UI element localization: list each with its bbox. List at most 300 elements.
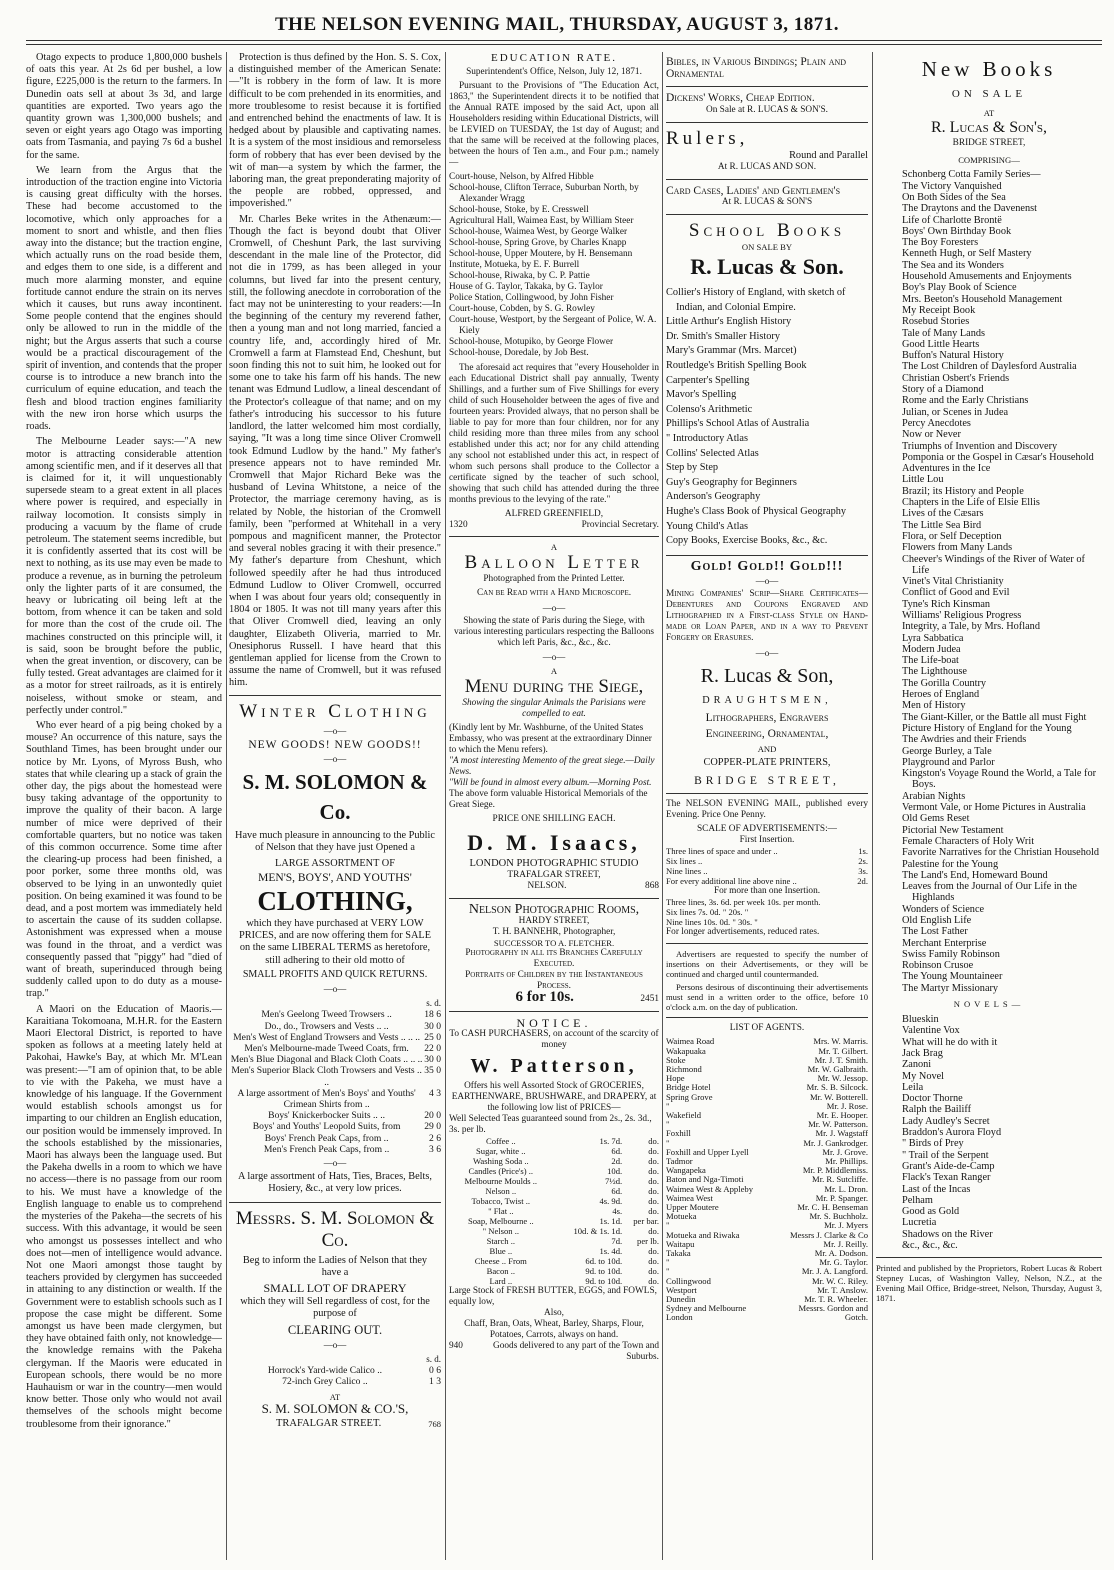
quote-daily-news: "A most interesting Memento of the great siege.—Daily News. bbox=[449, 755, 655, 777]
ad-solomon-drapery bbox=[229, 1208, 441, 1431]
book-title: Percy Anecdotes bbox=[902, 417, 971, 429]
item-value: 29 0 bbox=[424, 1121, 441, 1133]
price-row bbox=[229, 1133, 441, 1144]
ad-border bbox=[666, 122, 868, 123]
item-value: do. bbox=[648, 1156, 659, 1167]
ornament: —o— bbox=[323, 725, 347, 736]
book-title: Favorite Narratives for the Christian Household bbox=[902, 847, 1100, 859]
item-value: 1 3 bbox=[429, 1376, 441, 1388]
price-row bbox=[449, 1186, 659, 1196]
item-label: Lard .. bbox=[489, 1276, 513, 1287]
ad-bibles bbox=[666, 56, 868, 80]
item-value: Messrs. Gordon and bbox=[798, 1303, 868, 1314]
book-item: Carpenter's Spelling bbox=[666, 374, 750, 386]
book-title: Arabian Nights bbox=[902, 790, 966, 802]
collection-place: House of G. Taylor, Takaka, by G. Taylor bbox=[449, 282, 603, 293]
ornament: —o— bbox=[542, 652, 566, 663]
delivered-footer bbox=[449, 1341, 659, 1363]
item-value: Mr. P. Middlemiss. bbox=[802, 1165, 868, 1176]
book-title: The Lighthouse bbox=[902, 666, 967, 678]
item-label: Coffee .. bbox=[485, 1136, 516, 1147]
book-item: Step by Step bbox=[666, 462, 719, 474]
price-row bbox=[449, 1156, 659, 1166]
column-2 bbox=[229, 52, 441, 1560]
notice-heading: NOTICE. bbox=[516, 1016, 592, 1031]
price-row bbox=[229, 1121, 441, 1132]
studio-name: LONDON PHOTOGRAPHIC STUDIO bbox=[469, 857, 639, 869]
agents-heading: LIST OF AGENTS. bbox=[729, 1023, 805, 1034]
lucas-heading: R. Lucas & Son. bbox=[690, 254, 844, 280]
collection-place: Court-house, Nelson, by Alfred Hibble bbox=[449, 172, 594, 183]
item-value: 18 6 bbox=[424, 1009, 441, 1021]
item-label: " bbox=[666, 1100, 670, 1111]
item-label: Hope bbox=[666, 1073, 685, 1084]
item-value: do. bbox=[648, 1246, 659, 1257]
item-label: " Flat .. bbox=[488, 1206, 514, 1217]
hats-text: A large assortment of Hats, Ties, Braces, Belts, Hosiery, &c., at very low prices. bbox=[237, 1171, 432, 1195]
item-label: Starch .. bbox=[486, 1236, 516, 1247]
item-label: Soap, Melbourne .. bbox=[467, 1216, 534, 1227]
scale-heading: SCALE OF ADVERTISEMENTS:— bbox=[697, 824, 837, 835]
item-label: Richmond bbox=[666, 1063, 702, 1074]
purchased-text: which they have purchased at VERY LOW PRICES, and are now offering them for SALE on the same LIBERAL TERMS as heretofore, still adhering to their old motto of bbox=[239, 917, 431, 966]
book-title: Tyne's Rich Kinsman bbox=[902, 598, 991, 610]
item-value: 9d. to 10d. bbox=[585, 1266, 623, 1277]
teas-line: Well Selected Teas guaranteed sound from 2s., 2s. 3d., 3s. per lb. bbox=[449, 1114, 652, 1136]
novel-title: Blueskin bbox=[902, 1014, 939, 1026]
item-label: Men's Geelong Tweed Trowsers .. bbox=[261, 1009, 392, 1021]
item-label: " bbox=[666, 1266, 670, 1277]
messrs-heading: Messrs. S. M. Solomon & Co. bbox=[235, 1207, 435, 1251]
book-item: Colenso's Arithmetic bbox=[666, 403, 753, 415]
persons-text: Persons desirous of discontinuing their advertisements must send in a written order to the office, before 10 o'clock a.m. on the day of publication. bbox=[666, 982, 868, 1013]
item-label: Three lines of space and under .. bbox=[666, 846, 778, 857]
book-item: Hughe's Class Book of Physical Geography bbox=[666, 505, 847, 517]
column-divider bbox=[445, 52, 446, 1560]
book-title: The Little Sea Bird bbox=[902, 519, 982, 531]
above-text: The above form valuable Historical Memorials of the Great Siege. bbox=[449, 788, 648, 810]
masthead-rule bbox=[26, 40, 1102, 41]
lucas-son-heading: R. Lucas & Son, bbox=[700, 665, 834, 688]
a-label: A bbox=[550, 665, 558, 676]
isaacs-heading: D. M. Isaacs, bbox=[467, 829, 641, 855]
small-lot: SMALL LOT OF DRAPERY bbox=[263, 1281, 407, 1296]
offers-text: Offers his well Assorted Stock of GROCERIES, EARTHENWARE, BRUSHWARE, and DRAPERY, at the following low list of PRICES— bbox=[451, 1081, 657, 1114]
dickens-sale: On Sale at R. LUCAS & SON'S. bbox=[705, 104, 829, 115]
beg-text: Beg to inform the Ladies of Nelson that they have a bbox=[242, 1254, 428, 1278]
novel-title: " Birds of Prey bbox=[902, 1138, 964, 1150]
item-value: Mr. W. Galbraith. bbox=[807, 1063, 868, 1074]
agent-row bbox=[666, 1304, 868, 1313]
rate-line: Six lines 7s. 0d. " 20s. " bbox=[666, 907, 749, 918]
item-label: Motueka bbox=[666, 1211, 697, 1222]
item-value: Mr. J. Reilly. bbox=[823, 1238, 868, 1249]
price-column-head: s. d. bbox=[426, 998, 441, 1009]
ad-winter-clothing bbox=[229, 701, 441, 1196]
calico-column-head: s. d. bbox=[426, 1354, 441, 1365]
ornament: —o— bbox=[323, 1339, 347, 1350]
clothing-heading: CLOTHING, bbox=[257, 885, 413, 916]
ad-border bbox=[449, 1011, 659, 1012]
article-protection: Protection is thus defined by the Hon. S. S. Cox, a distinguished member of the American Senate:—"It is robbery in the form of law. It is more difficult to be com prehended in its enormities, and more troublesome to resist because it is fortified and entrenched behind the enactments of law. It is hedged about by plausible and captivating names. It is a system of the most insidious and remorseless form of robbery that has ever been devised by the wit of man—a system by which the farmer, the laboring man, the great preponderating majority of the people are robbed, oppressed, and impoverished." bbox=[229, 52, 441, 210]
book-title: Little Lou bbox=[902, 474, 944, 486]
ornament: —o— bbox=[323, 984, 347, 994]
book-title: Christian Osbert's Friends bbox=[902, 372, 1010, 384]
item-value: per bar. bbox=[633, 1216, 659, 1227]
book-title: Household Amusements and Enjoyments bbox=[902, 271, 1072, 283]
book-title: Rosebud Stories bbox=[902, 316, 970, 328]
solomon-store: S. M. SOLOMON & CO.'S, bbox=[261, 1400, 409, 1416]
column-5 bbox=[876, 52, 1102, 1560]
book-title: Lyra Sabbatica bbox=[902, 632, 964, 644]
rate-row bbox=[666, 846, 868, 856]
microscope: Can be Read with a Hand Microscope. bbox=[476, 588, 632, 599]
book-title: Life of Charlotte Brontë bbox=[902, 214, 1002, 226]
education-body: Pursuant to the Provisions of "The Education Act, 1863," the Superintendent directs it to be notified that the Annual RATE imposed by the said Act, upon all Householders residing within Educational Districts, will be LEVIED on TUESDAY, the 1st day of August; and that the same will be received at the following places, between the hours of Ten a.m., and Four p.m.; namely— bbox=[449, 81, 659, 169]
item-label: Boys' French Peak Caps, from .. bbox=[264, 1132, 389, 1144]
school-book-list bbox=[666, 286, 868, 549]
successor: SUCCESSOR TO A. FLETCHER. bbox=[493, 938, 615, 949]
item-value: Mr. J. A. Langford. bbox=[801, 1266, 868, 1277]
rate-line: Nine lines 10s. 0d. " 30s. " bbox=[666, 917, 758, 928]
bibles-text: Bibles, in Various Bindings; Plain and Ornamental bbox=[666, 56, 847, 81]
price-row bbox=[449, 1166, 659, 1176]
collection-place: School-house, Upper Moutere, by H. Bensemann bbox=[449, 249, 633, 260]
book-title: Old English Life bbox=[902, 915, 972, 926]
rate-table bbox=[666, 846, 868, 886]
price-row bbox=[229, 1088, 441, 1110]
novel-title: Doctor Thorne bbox=[902, 1093, 963, 1105]
price-row bbox=[449, 1216, 659, 1226]
article-otago-oats: Otago expects to produce 1,800,000 bushels of oats this year. At 2s 6d per bushel, a low figure, £225,000 is the return to the farmers. In Dunedin oats sell at about 3s 3d, and large quantities are exported. Two years ago the quantity grown was 1,300,000 bushels; and seven or eight years ago Otago was importing oats from Tasmania, and paying 7s 6d a bushel for the same. bbox=[26, 52, 222, 161]
item-label: Men's Melbourne-made Tweed Coats, frm. bbox=[244, 1043, 409, 1055]
item-label: Waitapu bbox=[666, 1238, 695, 1249]
book-title: Wonders of Science bbox=[902, 903, 985, 915]
divider bbox=[666, 943, 868, 944]
price-row bbox=[449, 1196, 659, 1206]
book-title: Pomponia or the Gospel in Cæsar's Household bbox=[902, 451, 1094, 463]
ornament: —o— bbox=[755, 648, 779, 659]
book-title-list bbox=[876, 169, 1102, 994]
ad-photographic-rooms bbox=[449, 901, 659, 1006]
novels-heading: NOVELS— bbox=[953, 999, 1025, 1010]
novel-title: Leila bbox=[902, 1081, 924, 1093]
butter-line: Large Stock of FRESH BUTTER, EGGS, and FOWLS, equally low, bbox=[449, 1286, 657, 1308]
chaff-line: Chaff, Bran, Oats, Wheat, Barley, Sharps, Flour, Potatoes, Carrots, always on hand. bbox=[464, 1319, 644, 1341]
book-title: Pictorial New Testament bbox=[902, 824, 1004, 836]
on-sale-by: ON SALE BY bbox=[741, 242, 793, 253]
patterson-heading: W. Patterson, bbox=[470, 1055, 638, 1078]
price-row bbox=[449, 1226, 659, 1236]
rate-row bbox=[666, 876, 868, 886]
book-item: Young Child's Atlas bbox=[666, 520, 749, 532]
item-value: 20 0 bbox=[424, 1110, 441, 1122]
item-value: do. bbox=[648, 1276, 659, 1287]
item-value: Mr. A. Dodson. bbox=[814, 1248, 868, 1258]
price-row bbox=[229, 1376, 441, 1387]
novel-title: What will he do with it bbox=[902, 1036, 998, 1048]
collection-place: School-house, Motupiko, by George Flower bbox=[449, 337, 614, 348]
book-title: The Land's End, Homeward Bound bbox=[902, 869, 1048, 881]
item-value: Mr. J. Grove. bbox=[822, 1146, 868, 1157]
item-label: Stoke bbox=[666, 1054, 686, 1065]
book-item: Collier's History of England, with sketch of Indian, and Colonial Empire. bbox=[666, 287, 846, 313]
item-value: 10d. bbox=[607, 1166, 623, 1177]
item-label: Wakapuaka bbox=[666, 1045, 706, 1056]
novel-title: Pelham bbox=[902, 1194, 933, 1206]
item-label: Candles (Price's) .. bbox=[468, 1166, 534, 1177]
signatory-role: Provincial Secretary. bbox=[581, 520, 659, 531]
price-row bbox=[229, 1032, 441, 1043]
six-for-ten: 6 for 10s. bbox=[515, 989, 574, 1006]
novel-title: Shadows on the River bbox=[902, 1228, 993, 1240]
education-signature: ALFRED GREENFIELD, bbox=[504, 509, 604, 520]
price-row bbox=[449, 1276, 659, 1286]
book-title: The Giant-Killer, or the Battle all must Fight bbox=[902, 711, 1087, 723]
collection-places bbox=[449, 172, 659, 359]
price-row bbox=[449, 1136, 659, 1146]
item-label: Baton and Nga-Timoti bbox=[666, 1174, 744, 1185]
card-at: At R. LUCAS & SON'S bbox=[721, 197, 813, 208]
photographer: T. H. BANNEHR, Photographer, bbox=[492, 927, 616, 938]
item-value: 30 0 bbox=[424, 1020, 441, 1032]
a-label: A bbox=[550, 542, 558, 553]
article-maori-education: A Maori on the Education of Maoris.—Karaitiana Tokomoana, M.H.R. for the Eastern Maori Electoral District, is reported to have spoken as follows at a meeting lately held at Pakohai, Hawke's Bay, at which Mr. M'Lean was present:—"I am of opinion that, to be able to vie with the Pakeha, we must have a knowledge of his language. If the Government would establish schools amongst us for imparting to our children an English education, our position would be immensely improved. In the schools established by the missionaries, Maori has always been the language used. But the Pakeha dwells in a room to which we have no access—there is no passage from our room to his. We must have a knowledge of the English language to enable us to comprehend the mysteries of the Pakeha—the secrets of his success. With this advantage, it would be seen who amongst us possesses intellect and who does not—men of intelligence would advance. Not one Maori amongst those taught by teachers provided by clergymen has succeeded in attaining to any distinction or wealth. If the Government were to establish schools such as I propose the case might be different. Some amongst us have been made clergymen, but they have obtained faith only, not knowledge—the knowledge remains with the Pakeha clergyman. If the Maoris were educated in European schools, there would be no more Hauhauism or war in the country—men would know better. Those only who would not avail themselves of the schools might become troublesome from their ignorance." bbox=[26, 1003, 222, 1430]
imprint: Printed and published by the Proprietors, Robert Lucas & Robert Stepney Lucas, of Washington Valley, Nelson, N.Z., at the Evening Mail Office, Bridge-street, Nelson, Thursday, August 3, 1871. bbox=[876, 1263, 1102, 1304]
item-label: Waimea Road bbox=[666, 1036, 715, 1047]
gold-heading: Gold! Gold!! Gold!!! bbox=[690, 558, 844, 574]
menu-heading: Menu during the Siege, bbox=[464, 675, 644, 697]
novel-title: Zanoni bbox=[902, 1059, 932, 1071]
book-title: George Burley, a Tale bbox=[902, 745, 992, 757]
item-label: Blue .. bbox=[489, 1246, 513, 1257]
item-label: Bacon .. bbox=[486, 1266, 516, 1277]
article-pig-mouse: Who ever heard of a pig being choked by a mouse? An occurrence of this nature, says the Southland Times, has been brought under our notice by Mr. Lyons, of Myross Bush, who states that while clearing up a stack of grain the other day, the pigs about the homestead were busy taking advantage of the opportunity to improve the quality of their bacon. A large number of mice were deprived of their comfortable quarters, but no notice was taken of this common occurrence. Some time after the clearing-up process had been finished, a poor porker, some three months old, was observed to be lying in an unwontedly quiet position. On being examined it was found to be dead, and a post mortem was immediately held to ascertain the cause of its sudden collapse. Astonishment was expressed when a mouse was found in the throat, and a verdict was consequently passed that "piggy" had "died of want of breath, superinduced through being suddenly called upon to do duty as a mouse-trap." bbox=[26, 719, 222, 1000]
novel-title: Flack's Texan Ranger bbox=[902, 1172, 991, 1184]
collection-place: School-house, Doredale, by Job Best. bbox=[449, 348, 589, 359]
item-value: do. bbox=[648, 1256, 659, 1267]
item-value: Mr. S. Buchholz. bbox=[809, 1211, 868, 1222]
price-row bbox=[229, 1009, 441, 1020]
ad-border bbox=[449, 536, 659, 537]
book-title: Boys' Own Birthday Book bbox=[902, 225, 1012, 237]
winter-clothing-heading: Winter Clothing bbox=[239, 700, 431, 722]
item-label: Bridge Hotel bbox=[666, 1082, 711, 1093]
book-title: Vermont Vale, or Home Pictures in Australia bbox=[902, 802, 1086, 814]
sell-text: which they will Sell regardless of cost, for the purpose of bbox=[240, 1296, 430, 1320]
agent-row bbox=[666, 1313, 868, 1322]
item-label: Do., do., Trowsers and Vests .. .. bbox=[264, 1020, 389, 1032]
price-row bbox=[449, 1236, 659, 1246]
first-insertion: First Insertion. bbox=[739, 835, 795, 846]
novel-title: Last of the Incas bbox=[902, 1183, 971, 1195]
book-title: The Life-boat bbox=[902, 655, 959, 667]
ad-number: 868 bbox=[645, 880, 659, 891]
item-value: do. bbox=[648, 1206, 659, 1217]
ad-border bbox=[666, 214, 868, 215]
item-value: do. bbox=[648, 1226, 659, 1237]
novel-title: Valentine Vox bbox=[902, 1025, 960, 1037]
book-title: Leaves from the Journal of Our Life in the Highlands bbox=[902, 881, 1077, 904]
collection-place: School-house, Clifton Terrace, Suburban North, by Alexander Wragg bbox=[449, 183, 639, 205]
price-footer bbox=[449, 989, 659, 1006]
collection-place: School-house, Riwaka, by C. P. Pattie bbox=[449, 271, 590, 282]
book-title: Integrity, a Tale, by Mrs. Hofland bbox=[902, 621, 1040, 633]
book-title: Vinet's Vital Christianity bbox=[902, 576, 1004, 588]
ornament: —o— bbox=[323, 753, 347, 764]
item-label: Boys' Knickerbocker Suits .. .. bbox=[268, 1110, 386, 1122]
item-value: 9d. to 10d. bbox=[585, 1276, 623, 1287]
studio-street: TRAFALGAR STREET, bbox=[507, 869, 601, 880]
item-value: Mr. R. Sutcliffe. bbox=[812, 1174, 868, 1185]
price-row bbox=[229, 1144, 441, 1155]
column-1 bbox=[26, 52, 222, 1560]
book-title: Old Gems Reset bbox=[902, 813, 970, 825]
lithographers: Lithographers, Engravers bbox=[705, 711, 829, 724]
book-title: Palestine for the Young bbox=[902, 858, 999, 870]
at-label: AT bbox=[329, 1391, 341, 1402]
store-street: TRAFALGAR STREET. bbox=[276, 1418, 382, 1430]
book-title: My Receipt Book bbox=[902, 304, 976, 316]
book-title: Lives of the Cæsars bbox=[902, 508, 984, 520]
item-value: 4 3 bbox=[429, 1087, 441, 1099]
book-title: Swiss Family Robinson bbox=[902, 948, 1000, 960]
rate-row bbox=[666, 866, 868, 876]
item-value: 6d. to 10d. bbox=[585, 1256, 623, 1267]
ornament: —o— bbox=[323, 1158, 347, 1169]
item-label: Tobacco, Twist .. bbox=[471, 1196, 531, 1207]
item-label: Sydney and Melbourne bbox=[666, 1303, 747, 1314]
motto: SMALL PROFITS AND QUICK RETURNS. bbox=[242, 968, 428, 980]
price-row bbox=[229, 1065, 441, 1087]
price-row bbox=[229, 1043, 441, 1054]
and-label: AND bbox=[757, 743, 777, 754]
masthead-rule-2 bbox=[26, 44, 1102, 45]
book-title: Rome and the Early Christians bbox=[902, 395, 1029, 407]
item-label: Takaka bbox=[666, 1248, 691, 1258]
item-label: Tadmor bbox=[666, 1155, 693, 1166]
item-label: Foxhill bbox=[666, 1128, 691, 1139]
item-value: Mr. J. T. Smith. bbox=[814, 1054, 868, 1065]
lucas-sons-heading: R. Lucas & Son's, bbox=[930, 119, 1048, 137]
item-value: Mr. W. Patterson. bbox=[808, 1119, 868, 1130]
item-value: Mr. T. Anslow. bbox=[817, 1284, 868, 1295]
engineering: Engineering, Ornamental, bbox=[705, 727, 829, 740]
masthead: THE NELSON EVENING MAIL, THURSDAY, AUGUST 3, 1871. bbox=[275, 14, 839, 35]
novel-title: &c., &c., &c. bbox=[902, 1240, 958, 1252]
book-title: Flowers from Many Lands bbox=[902, 542, 1013, 554]
rate-row bbox=[666, 856, 868, 866]
item-value: do. bbox=[648, 1176, 659, 1187]
ad-number: 2451 bbox=[640, 994, 659, 1005]
price-row bbox=[229, 1365, 441, 1376]
item-value: 6d. bbox=[611, 1186, 623, 1197]
book-title: Adventures in the Ice bbox=[902, 463, 991, 475]
ad-rates bbox=[666, 799, 868, 1322]
novel-title: Grant's Aide-de-Camp bbox=[902, 1160, 995, 1172]
book-title: The Boy Foresters bbox=[902, 237, 979, 249]
book-title: Female Characters of Holy Writ bbox=[902, 835, 1035, 847]
item-label: " bbox=[666, 1119, 670, 1130]
comprising: COMPRISING— bbox=[958, 155, 1020, 166]
novel-title: Braddon's Aurora Floyd bbox=[902, 1127, 1002, 1139]
ad-border bbox=[666, 86, 868, 87]
item-value: 10d. & 1s. 1d. bbox=[573, 1226, 623, 1237]
cash-purchasers: To CASH PURCHASERS, on account of the scarcity of money bbox=[449, 1029, 659, 1051]
item-label: Boys' and Youths' Leopold Suits, from bbox=[252, 1121, 401, 1133]
book-title: Men of History bbox=[902, 700, 966, 712]
collection-place: Court-house, Cobden, by S. G. Rowley bbox=[449, 304, 595, 315]
book-title: Merchant Enterprise bbox=[902, 937, 987, 949]
column-4 bbox=[666, 52, 868, 1560]
item-value: Mrs. W. Marris. bbox=[813, 1036, 868, 1047]
book-title: Robinson Crusoe bbox=[902, 960, 974, 972]
item-value: Gotch. bbox=[844, 1312, 868, 1323]
price-each: PRICE ONE SHILLING EACH. bbox=[492, 813, 616, 824]
book-title: The Sea and its Wonders bbox=[902, 259, 1004, 271]
article-traction-engine: We learn from the Argus that the introduction of the traction engine into Victoria is causing great difficulty with the horses. These had become accustomed to the locomotive, which only approaches for a moment to snort and whistle, and then flies away into the distance; but the traction engine, which actually runs on the road beside them, and edges them to one side, is a different and much more alarming monster, and equine fortitude cannot endure the strain on its nerves which it causes, but runs away incontinent. Some people contend that the engines should only be allowed to run in the middle of the night; but the Argus asserts that such a course would be a practical discouragement of the spirit of invention, and contends that the proper course is to introduce a new branch into the curriculum of equine education, and teach the flesh and blood traction engines familiarity with the new iron horse which usurps the roads. bbox=[26, 164, 222, 433]
book-title: Buffon's Natural History bbox=[902, 350, 1004, 362]
book-title: The Young Mountaineer bbox=[902, 971, 1003, 983]
ad-border bbox=[666, 179, 868, 180]
collection-place: School-house, Waimea West, by George Walker bbox=[449, 227, 628, 238]
book-title: Chapters in the Life of Elsie Ellis bbox=[902, 497, 1040, 509]
item-value: 2d. bbox=[857, 876, 868, 887]
at-label: AT bbox=[983, 108, 995, 119]
item-label: Waimea West & Appleby bbox=[666, 1183, 754, 1194]
price-row bbox=[229, 1110, 441, 1121]
item-value: 6d. bbox=[611, 1146, 623, 1157]
item-value: Mr. W. C. Riley. bbox=[811, 1275, 868, 1286]
book-item: Dr. Smith's Smaller History bbox=[666, 330, 780, 342]
item-value: Mr. W. Botterell. bbox=[809, 1091, 868, 1102]
mining-text: Mining Companies' Scrip—Share Certificates—Debentures and Coupons Engraved and Lithographed in a First-class Style on Hand-made or Loan Paper, and in a way to Prevent Forgery or Erasures. bbox=[666, 589, 868, 644]
book-item: Copy Books, Exercise Books, &c., &c. bbox=[666, 535, 828, 547]
item-value: 3s. bbox=[858, 866, 868, 877]
education-office: Superintendent's Office, Nelson, July 12, 1871. bbox=[466, 67, 642, 78]
price-row bbox=[449, 1206, 659, 1216]
book-title: Julian, or Scenes in Judea bbox=[902, 406, 1009, 418]
price-row bbox=[449, 1246, 659, 1256]
ad-rulers bbox=[666, 128, 868, 173]
item-label: Men's West of England Trowsers and Vests .. .. .. bbox=[233, 1031, 421, 1043]
rulers-kind: Round and Parallel bbox=[789, 149, 868, 161]
book-item: Mavor's Spelling bbox=[666, 389, 737, 401]
item-label: Dunedin bbox=[666, 1294, 696, 1305]
delivered-text: Goods delivered to any part of the Town and Suburbs. bbox=[493, 1341, 659, 1363]
item-value: 1s. bbox=[858, 846, 868, 857]
novel-title: Lady Audley's Secret bbox=[902, 1115, 990, 1127]
price-row bbox=[449, 1256, 659, 1266]
ad-number: 768 bbox=[428, 1419, 441, 1430]
book-item: Anderson's Geography bbox=[666, 491, 761, 503]
item-label: Horrock's Yard-wide Calico .. bbox=[267, 1365, 382, 1377]
item-value: 4s. 9d. bbox=[599, 1196, 623, 1207]
item-value: do. bbox=[648, 1166, 659, 1177]
solomon-firm: S. M. SOLOMON & Co. bbox=[242, 770, 428, 825]
rulers-heading: Rulers, bbox=[666, 127, 749, 149]
quote-morning-post: "Will be found in almost every album.—Morning Post. bbox=[449, 777, 652, 788]
ad-border bbox=[229, 695, 441, 696]
item-label: Sugar, white .. bbox=[476, 1146, 526, 1157]
item-label: Nine lines .. bbox=[666, 866, 708, 877]
book-title: Kenneth Hugh, or Self Mastery bbox=[902, 248, 1032, 260]
mens-boys-youths: MEN'S, BOYS', AND YOUTHS' bbox=[258, 871, 412, 884]
copper-plate: COPPER-PLATE PRINTERS, bbox=[703, 756, 831, 768]
book-title: The Gorilla Country bbox=[902, 677, 987, 689]
bridge-street: BRIDGE STREET, bbox=[952, 138, 1026, 149]
divider bbox=[666, 1017, 868, 1018]
